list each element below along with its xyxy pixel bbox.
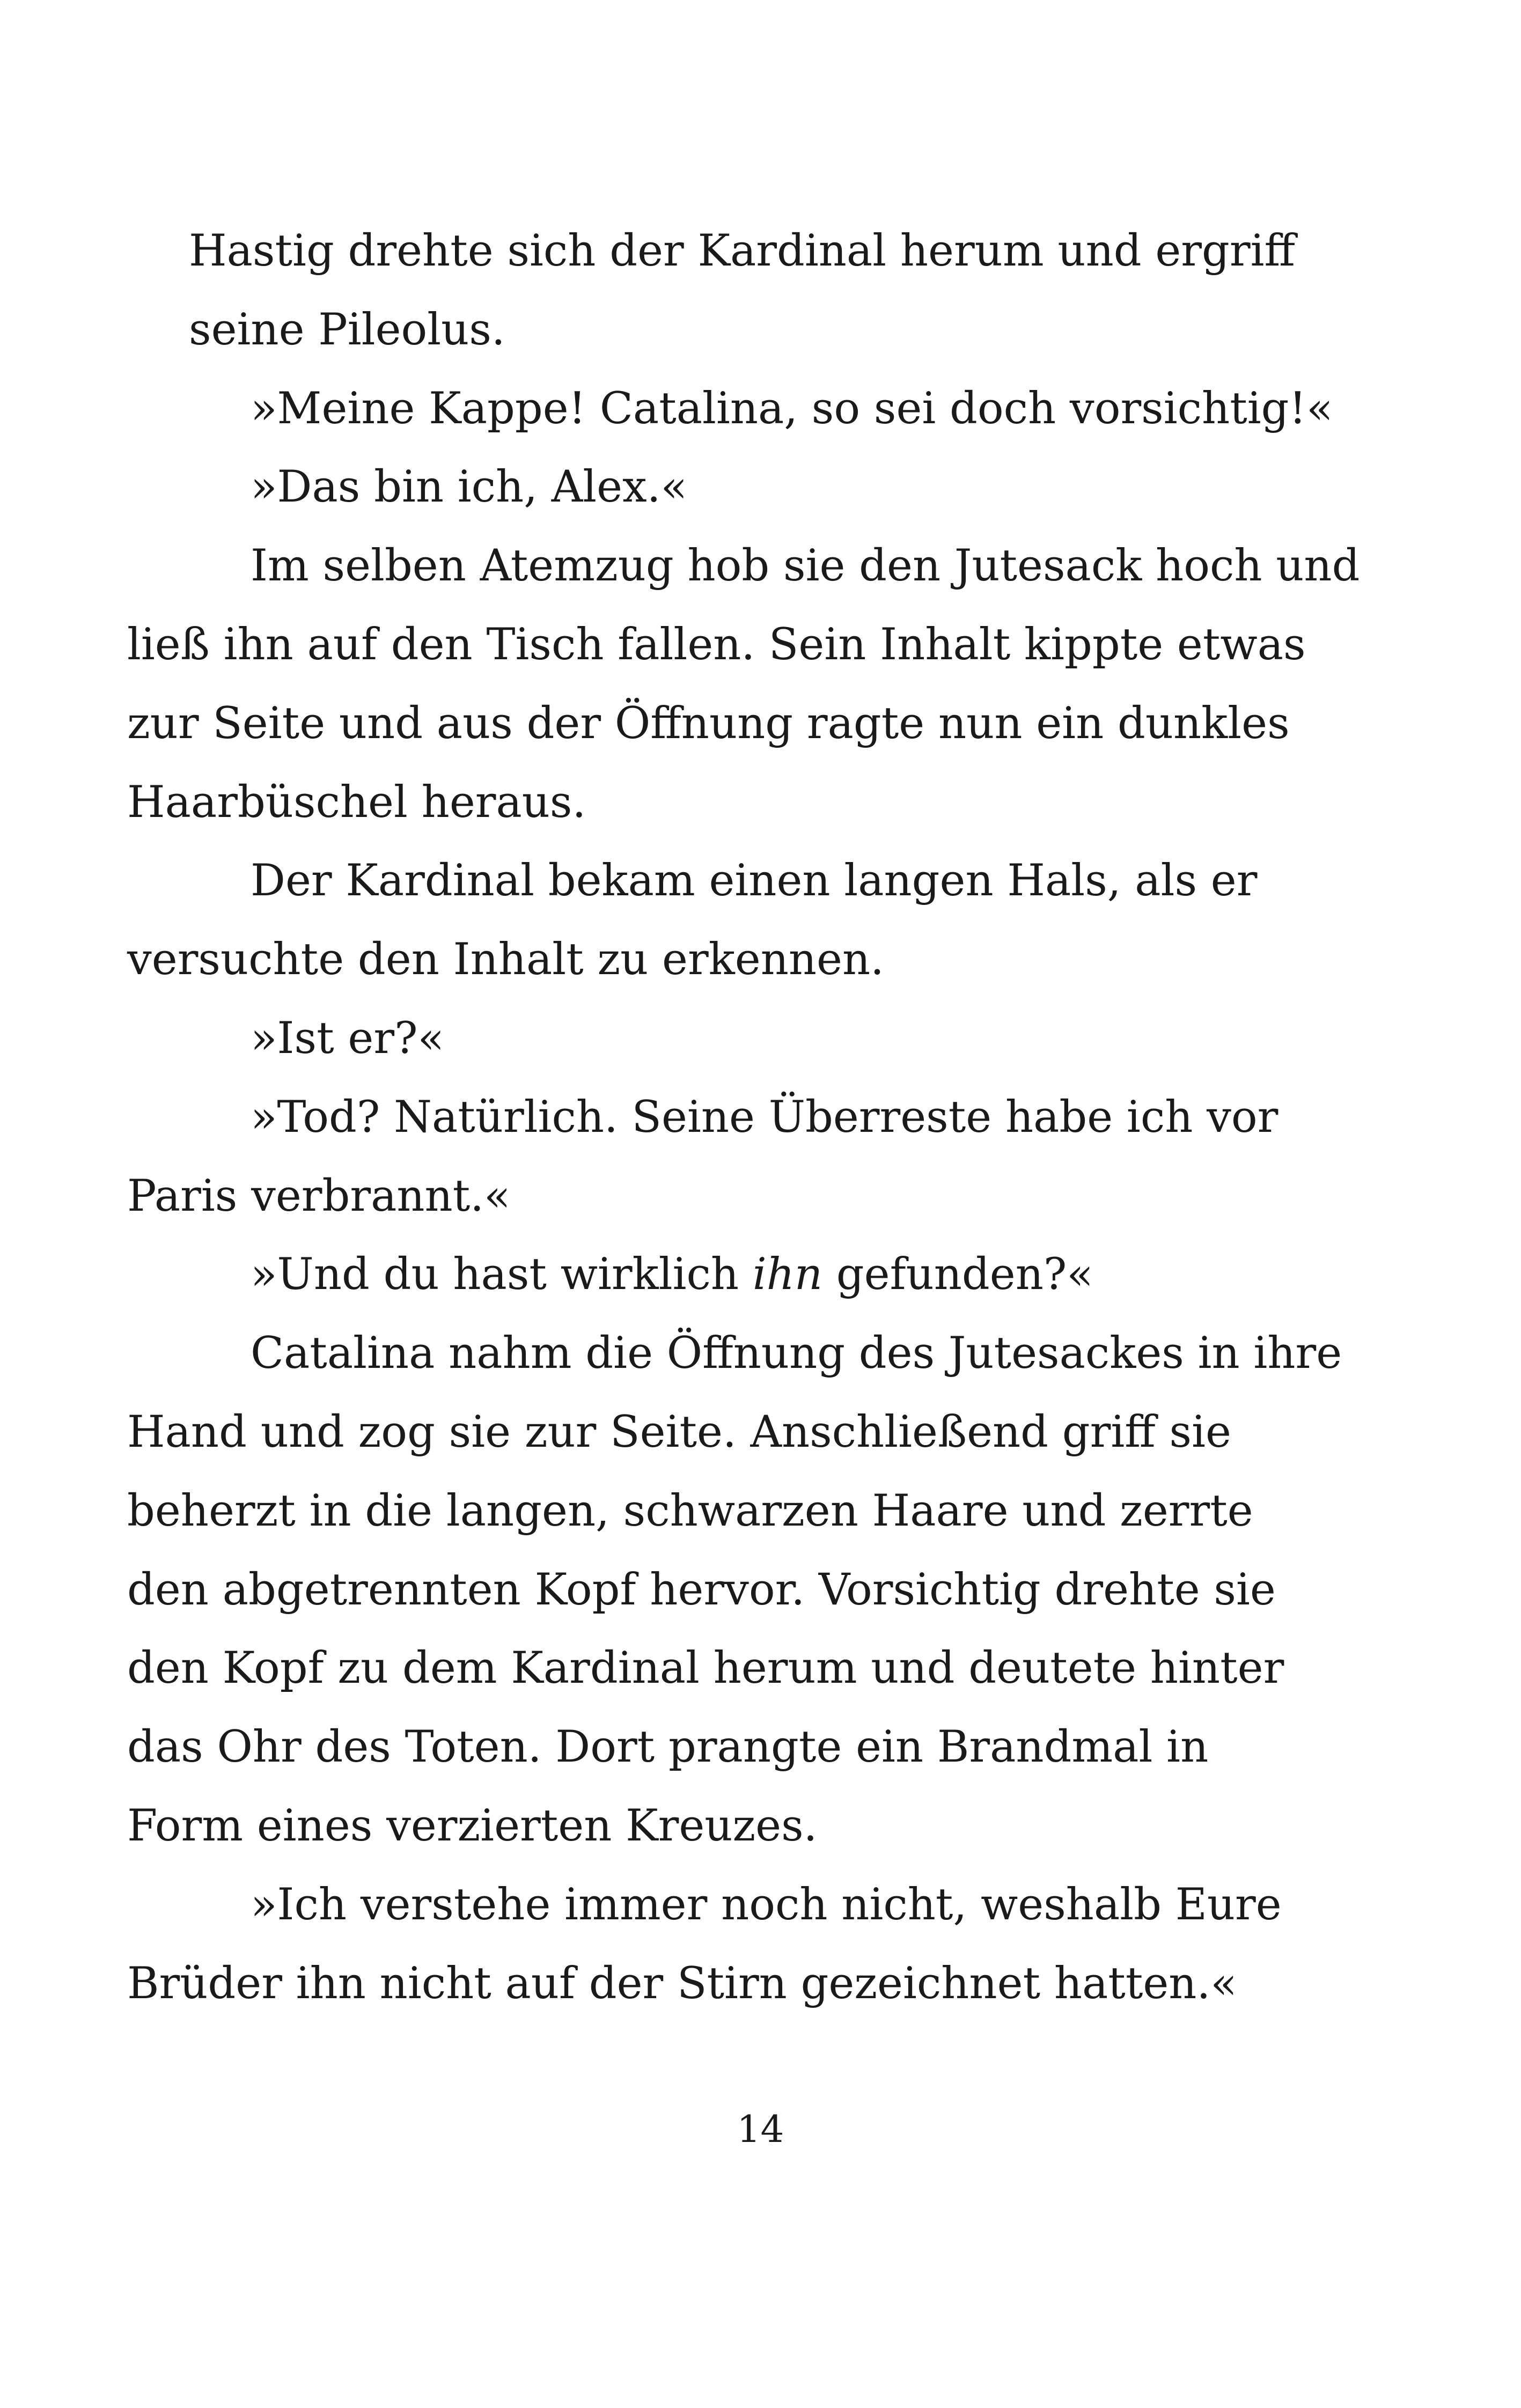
text-line: »Tod? Natürlich. Seine Überreste habe ich vor [251, 1092, 1278, 1143]
text-line: Haarbüschel heraus. [127, 777, 586, 828]
paragraph [127, 1866, 1348, 2023]
text-line: Catalina nahm die Öffnung des Jutesackes in ihre [251, 1328, 1342, 1379]
italic-text-segment: ihn [752, 1249, 823, 1300]
text-line: Der Kardinal bekam einen langen Hals, als er [251, 856, 1258, 907]
paragraph [189, 999, 1348, 1078]
paragraph [189, 212, 1348, 370]
paragraph [189, 1235, 1348, 1314]
text-segment: »Und du hast wirklich [251, 1249, 753, 1300]
paragraph [127, 527, 1360, 842]
text-line: »Meine Kappe! Catalina, so sei doch vorsichtig!« [251, 383, 1333, 434]
text-line: beherzt in die langen, schwarzen Haare und zerrte [127, 1485, 1253, 1536]
page-number: 14 [737, 2108, 784, 2151]
text-line: seine Pileolus. [189, 304, 505, 355]
paragraph [127, 1078, 1348, 1236]
text-line: Hastig drehte sich der Kardinal herum und ergriff [189, 226, 1296, 276]
text-line: zur Seite und aus der Öffnung ragte nun ein dunkles [127, 698, 1290, 749]
text-line: das Ohr des Toten. Dort prangte ein Brandmal in [127, 1722, 1209, 1773]
text-line: »Das bin ich, Alex.« [251, 462, 688, 513]
text-line: Im selben Atemzug hob sie den Jutesack hoch und [251, 541, 1360, 592]
paragraph [189, 448, 1348, 527]
text-line: »Ist er?« [251, 1013, 445, 1064]
text-segment: gefunden?« [822, 1249, 1093, 1300]
text-line: »Ich verstehe immer noch nicht, weshalb Eure [251, 1879, 1282, 1930]
text-line: Paris verbrannt.« [127, 1170, 511, 1221]
text-line: den abgetrennten Kopf hervor. Vorsichtig drehte sie [127, 1564, 1276, 1615]
body-text [127, 212, 1360, 2023]
text-line: Form eines verzierten Kreuzes. [127, 1800, 818, 1851]
paragraph [127, 1314, 1348, 1866]
text-line: Brüder ihn nicht auf der Stirn gezeichnet hatten.« [127, 1958, 1237, 2009]
text-line: ließ ihn auf den Tisch fallen. Sein Inhalt kippte etwas [127, 619, 1306, 670]
text-line: versuchte den Inhalt zu erkennen. [127, 934, 884, 985]
paragraph [189, 370, 1348, 448]
text-line: Hand und zog sie zur Seite. Anschließend griff sie [127, 1406, 1231, 1457]
text-line [189, 1235, 1348, 1314]
text-line: den Kopf zu dem Kardinal herum und deutete hinter [127, 1643, 1284, 1694]
paragraph [127, 842, 1348, 999]
